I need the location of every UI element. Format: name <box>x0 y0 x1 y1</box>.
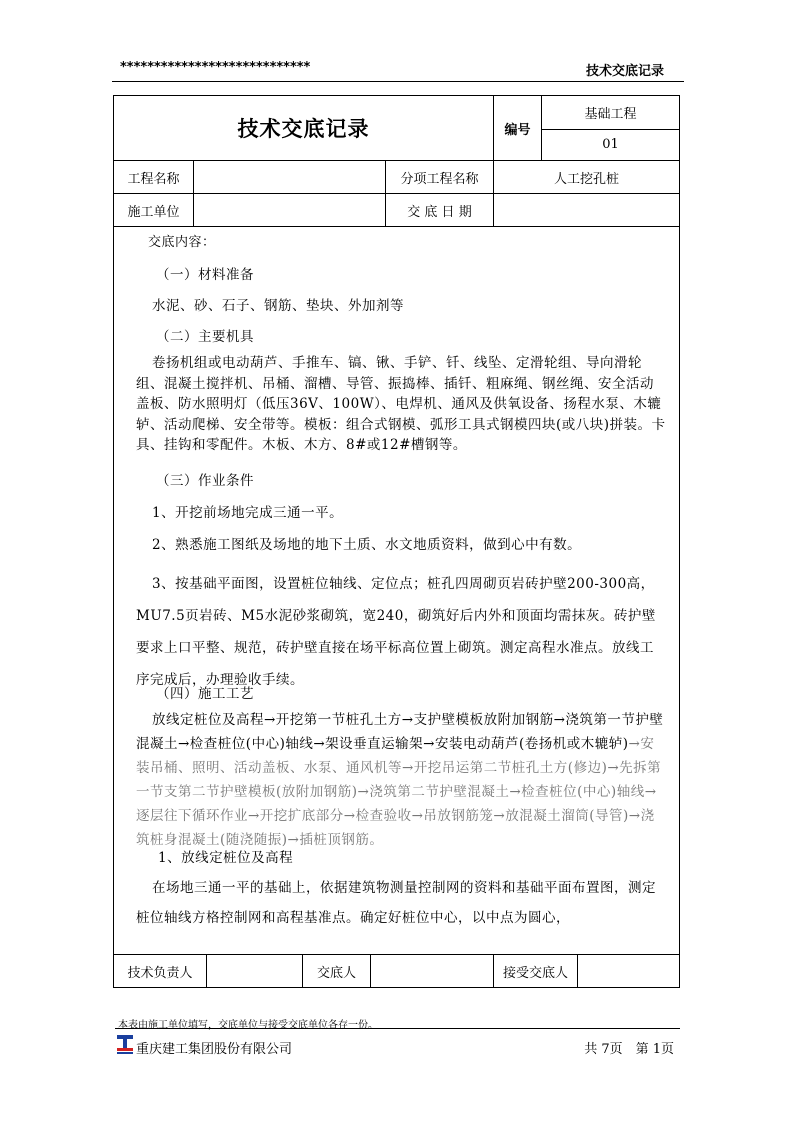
section-4-title: （四）施工工艺 <box>156 686 254 702</box>
project-name-field[interactable] <box>193 161 385 193</box>
header-divider <box>112 81 684 82</box>
date-label: 交 底 日 期 <box>385 194 493 226</box>
disclosure-content <box>114 227 679 955</box>
section-3-title: （三）作业条件 <box>156 473 254 489</box>
sub-project-label: 分项工程名称 <box>385 161 493 193</box>
tech-lead-field[interactable] <box>206 954 302 988</box>
section-4-sub-1-text: 在场地三通一平的基础上，依据建筑物测量控制网的资料和基础平面布置图，测定桩位轴线方格控制网和高程基准点。确定好桩位中心，以中点为圆心， <box>136 880 656 926</box>
section-4-text <box>136 708 667 852</box>
process-flow-gray: →安装吊桶、照明、活动盖板、水泵、通风机等→开挖吊运第二节桩孔土方(修边)→先拆第一节支第二节护壁模板(放附加钢筋)→浇筑第二节护壁混凝土→检查桩位(中心)轴线→逐层往下循环作业→开挖扩底部分→检查验收→吊放钢筋笼→放混凝土溜筒(导管) <box>136 736 662 824</box>
header-title: 技术交底记录 <box>585 64 664 79</box>
company-logo-icon <box>117 1034 133 1054</box>
section-1-text: 水泥、砂、石子、钢筋、垫块、外加剂等 <box>152 298 404 314</box>
section-2-text: 卷扬机组或电动葫芦、手推车、镐、锹、手铲、钎、线坠、定滑轮组、导向滑轮组、混凝土搅拌机、吊桶、溜槽、导管、振捣棒、插钎、粗麻绳、钢丝绳、安全活动盖板、防水照明灯（低压36V、100W）、电焊机、通风及供氧设备、扬程水泵、木辘轳、活动爬梯、安全带等。模板：组合式钢模、弧形工具式钢模四块(或八块)拼装。卡具、挂钩和零配件。木板、木方、8#或12#槽钢等。 <box>136 355 666 453</box>
receiver-field[interactable] <box>577 954 679 988</box>
process-flow-gray-end: →浇筑桩身混凝土(随浇随振)→插桩顶钢筋。 <box>136 808 655 848</box>
construction-unit-label: 施工单位 <box>127 204 180 220</box>
receiver-label: 接受交底人 <box>493 954 577 988</box>
construction-unit-field[interactable] <box>193 194 385 226</box>
discloser-label: 交底人 <box>302 954 370 988</box>
info-row-unit <box>114 194 679 227</box>
header-stars: **************************** <box>120 60 311 75</box>
section-3-item-2: 2、熟悉施工图纸及场地的地下土质、水文地质资料，做到心中有数。 <box>152 537 582 553</box>
section-3-item-1: 1、开挖前场地完成三通一平。 <box>152 505 344 521</box>
page-counter: 共 7页 第 1页 <box>584 1042 674 1057</box>
sub-project-value[interactable]: 人工挖孔桩 <box>493 161 679 193</box>
code-box <box>541 96 679 160</box>
section-3-item-3: 3、按基础平面图，设置桩位轴线、定位点；桩孔四周砌页岩砖护壁200-300高，MU7.5页岩砖、M5水泥砂浆砌筑，宽240，砌筑好后内外和顶面均需抹灰。砖护壁要求上口平整、规范，砖护壁直接在场平标高位置上砌筑。测定高程水准点。放线工序完成后，办理验收手续。 <box>136 576 656 688</box>
company-name: 重庆建工集团股份有限公司 <box>136 1042 293 1057</box>
form-title-row <box>114 96 679 161</box>
tech-lead-label: 技术负责人 <box>127 965 193 981</box>
info-row-project <box>114 161 679 194</box>
section-2-title: （二）主要机具 <box>156 329 254 345</box>
footer-divider <box>115 1028 680 1029</box>
discloser-field[interactable] <box>370 954 493 988</box>
section-4-sub-1-title: 1、放线定桩位及高程 <box>158 850 294 866</box>
signature-row <box>114 954 679 988</box>
disclosure-form <box>113 95 680 988</box>
project-name-label: 工程名称 <box>127 171 180 187</box>
date-field[interactable] <box>493 194 679 226</box>
section-1-title: （一）材料准备 <box>156 267 254 283</box>
process-flow-main: 放线定桩位及高程→开挖第一节桩孔土方→支护壁模板放附加钢筋→浇筑第一节护壁混凝土→检查桩位(中心)轴线→架设垂直运输架→安装电动葫芦(卷扬机或木辘轳) <box>136 712 664 752</box>
footer-note: 本表由施工单位填写，交底单位与接受交底单位各存一份。 <box>118 1020 378 1031</box>
form-title: 技术交底记录 <box>237 117 370 141</box>
code-category: 基础工程 <box>542 96 679 130</box>
code-label: 编号 <box>493 96 541 160</box>
code-number: 01 <box>602 137 619 152</box>
content-heading: 交底内容： <box>148 235 216 250</box>
